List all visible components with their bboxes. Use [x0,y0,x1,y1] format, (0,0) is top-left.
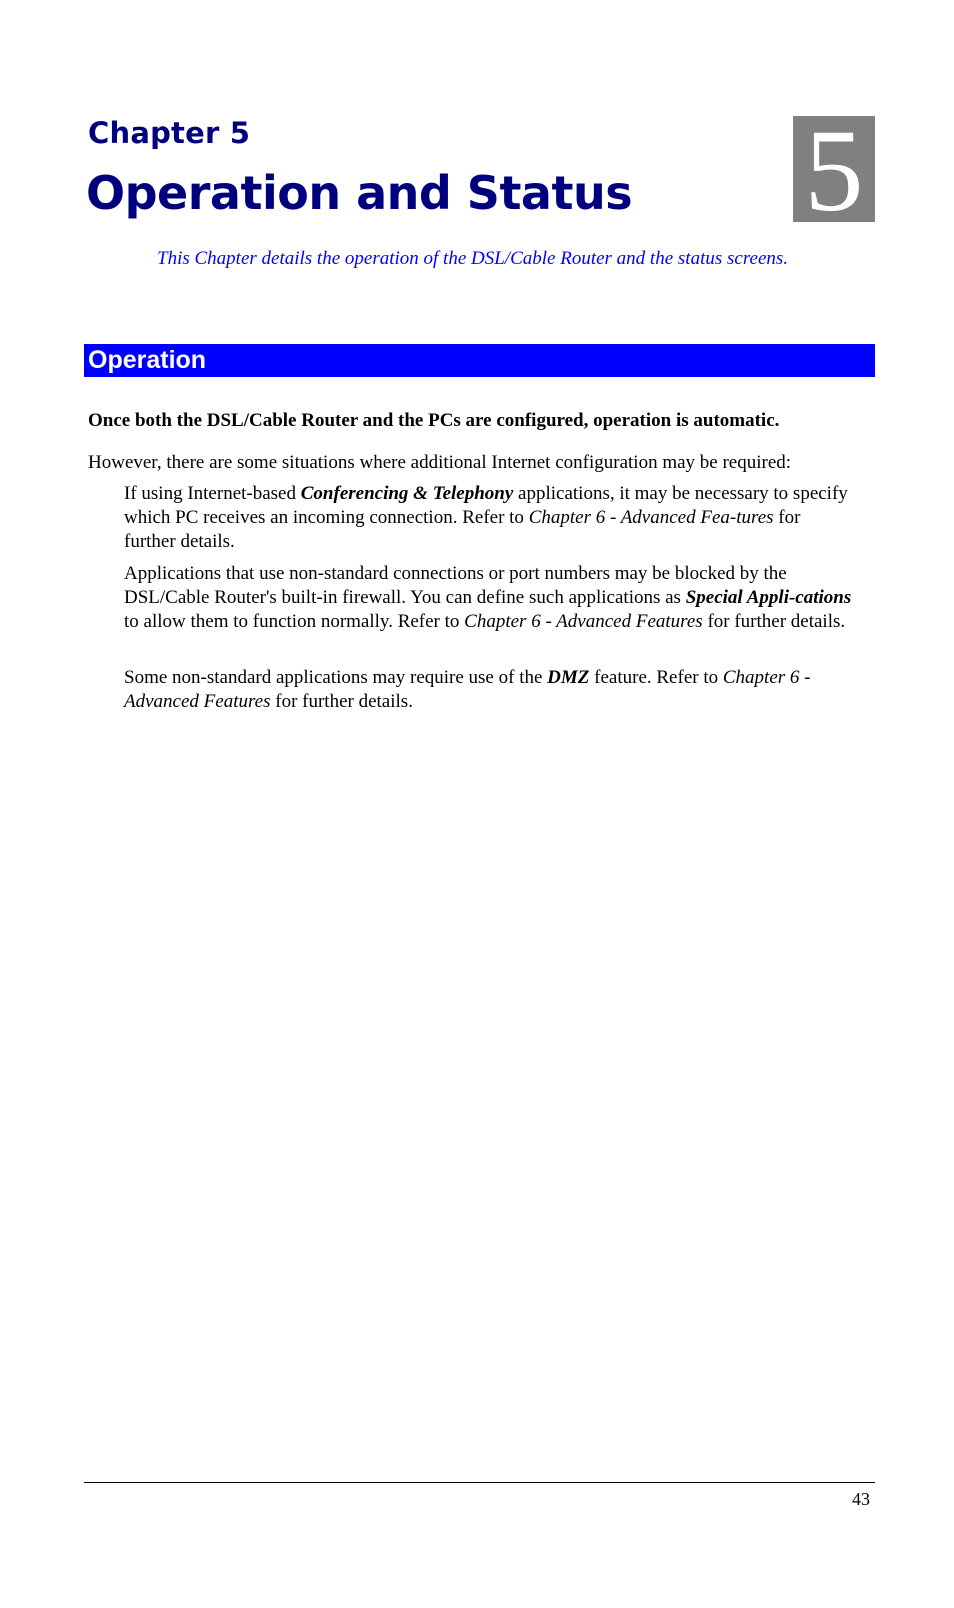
item-text: feature. Refer to [589,667,723,688]
list-item [124,562,854,634]
list-item [124,482,854,554]
page-number: 43 [852,1489,870,1509]
chapter-intro: This Chapter details the operation of the DSL/Cable Router and the status screens. [157,248,789,269]
section-heading: Operation [88,346,207,374]
item-text: for further details. [124,507,801,552]
item-emphasis: DMZ [547,667,590,688]
section-heading-bar [84,344,875,377]
item-reference: Chapter 6 - Advanced Features [124,667,811,712]
chapter-label: Chapter 5 [88,116,251,150]
item-text: applications, it may be necessary to specify which PC receives an incoming connection. Refer to [124,483,848,528]
item-text: for further details. [270,691,413,712]
footer-divider [84,1482,875,1483]
item-emphasis: Conferencing & Telephony [300,483,514,504]
chapter-title: Operation and Status [86,166,633,220]
item-text: If using Internet-based [124,483,301,504]
chapter-number: 5 [804,105,864,236]
chapter-number-box [793,105,875,236]
item-reference: Chapter 6 - Advanced Features [464,611,703,632]
item-text: Applications that use non-standard connections or port numbers may be blocked by the DSL/Cable Router's built-in firewall. You can define such applications as [124,563,787,608]
lead-paragraph: Once both the DSL/Cable Router and the PCs are configured, operation is automatic. [88,410,780,431]
item-text: Some non-standard applications may require use of the [124,667,548,688]
item-reference: Chapter 6 - Advanced Fea-tures [528,507,774,528]
list-item [124,666,854,714]
body-paragraph: However, there are some situations where additional Internet configuration may be required: [88,452,792,473]
item-text: for further details. [702,611,846,632]
item-text: to allow them to function normally. Refer to [124,611,465,632]
item-emphasis: Special Appli-cations [685,587,852,608]
